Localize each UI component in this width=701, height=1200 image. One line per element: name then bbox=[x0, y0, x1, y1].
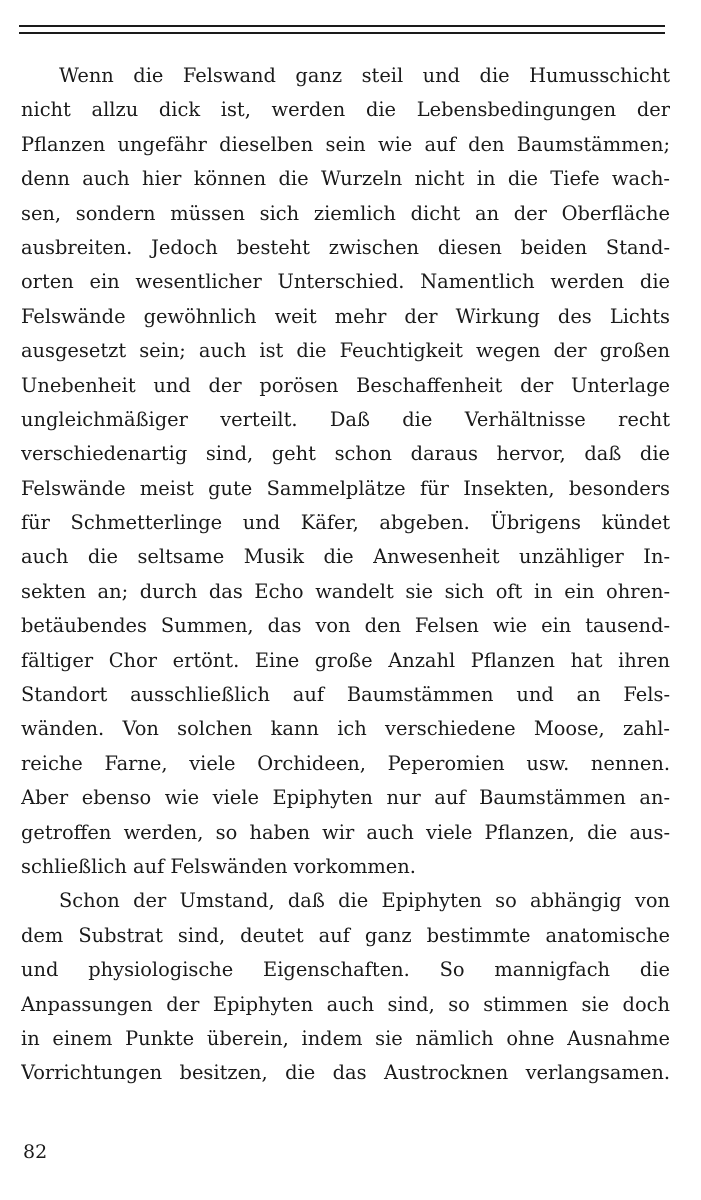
text-line: Felswände meist gute Sammelplätze für Insekten, besonders bbox=[21, 476, 670, 500]
text-line: denn auch hier können die Wurzeln nicht in die Tiefe wach- bbox=[21, 167, 670, 191]
text-line: orten ein wesentlicher Unterschied. Namentlich werden die bbox=[21, 270, 670, 294]
text-line: fältiger Chor ertönt. Eine große Anzahl Pflanzen hat ihren bbox=[21, 648, 670, 672]
text-line: ungleichmäßiger verteilt. Daß die Verhältnisse recht bbox=[21, 407, 670, 431]
top-rule-lower bbox=[19, 32, 665, 34]
text-line: Unebenheit und der porösen Beschaffenheit der Unterlage bbox=[21, 373, 670, 397]
top-rule-upper bbox=[19, 25, 665, 27]
text-line: Schon der Umstand, daß die Epiphyten so abhängig von bbox=[59, 889, 670, 913]
text-line: Anpassungen der Epiphyten auch sind, so stimmen sie doch bbox=[21, 992, 670, 1016]
text-line: dem Substrat sind, deutet auf ganz bestimmte anatomische bbox=[21, 923, 670, 947]
text-line: Wenn die Felswand ganz steil und die Humusschicht bbox=[59, 64, 670, 87]
text-line: sen, sondern müssen sich ziemlich dicht an der Oberfläche bbox=[21, 201, 670, 225]
text-line: reiche Farne, viele Orchideen, Peperomien usw. nennen. bbox=[21, 751, 670, 775]
text-line: getroffen werden, so haben wir auch viele Pflanzen, die aus- bbox=[21, 820, 670, 844]
text-line: für Schmetterlinge und Käfer, abgeben. Übrigens kündet bbox=[21, 511, 670, 535]
text-line: Standort ausschließlich auf Baumstämmen und an Fels- bbox=[21, 683, 670, 707]
text-line: Aber ebenso wie viele Epiphyten nur auf Baumstämmen an- bbox=[21, 786, 670, 810]
text-line: wänden. Von solchen kann ich verschiedene Moose, zahl- bbox=[21, 717, 670, 741]
text-line: schließlich auf Felswänden vorkommen. bbox=[21, 854, 416, 878]
text-line: ausbreiten. Jedoch besteht zwischen diesen beiden Stand- bbox=[21, 235, 670, 259]
text-line: sekten an; durch das Echo wandelt sie sich oft in ein ohren- bbox=[21, 579, 670, 603]
text-line: nicht allzu dick ist, werden die Lebensbedingungen der bbox=[21, 98, 670, 122]
text-line: in einem Punkte überein, indem sie nämlich ohne Ausnahme bbox=[21, 1026, 670, 1050]
text-line: auch die seltsame Musik die Anwesenheit unzähliger In- bbox=[21, 545, 670, 569]
text-line: Felswände gewöhnlich weit mehr der Wirkung des Lichts bbox=[21, 304, 670, 328]
text-line: verschiedenartig sind, geht schon daraus hervor, daß die bbox=[21, 442, 670, 466]
text-line: und physiologische Eigenschaften. So mannigfach die bbox=[21, 958, 670, 982]
text-line: Vorrichtungen besitzen, die das Austrocknen verlangsamen. bbox=[21, 1061, 670, 1085]
body-text bbox=[21, 59, 670, 1091]
text-line: ausgesetzt sein; auch ist die Feuchtigkeit wegen der großen bbox=[21, 339, 670, 363]
text-line: Pflanzen ungefähr dieselben sein wie auf den Baumstämmen; bbox=[21, 132, 670, 156]
page-number: 82 bbox=[23, 1141, 48, 1163]
text-line: betäubendes Summen, das von den Felsen wie ein tausend- bbox=[21, 614, 670, 638]
